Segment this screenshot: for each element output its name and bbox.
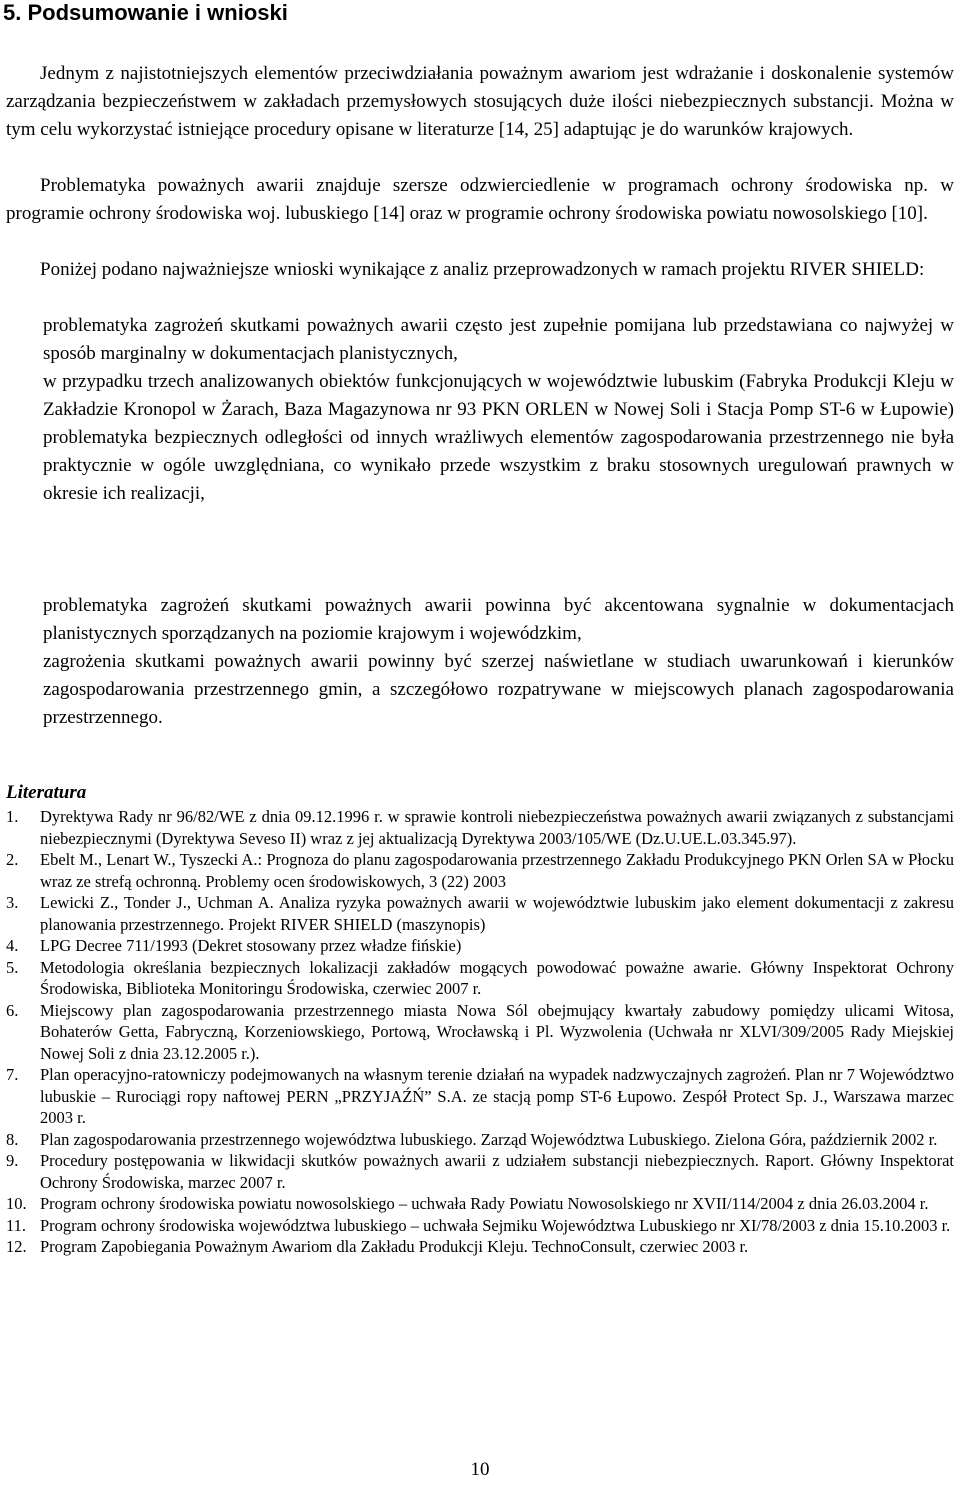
reference-text: Dyrektywa Rady nr 96/82/WE z dnia 09.12.1996 r. w sprawie kontroli niebezpieczeństwa poważnych awarii związanych z substancjami niebezpiecznymi (Dyrektywa Seveso II) wraz z jej aktualizacją Dyrektywa 2003/105/WE (Dz.U.UE.L.03.345.97). xyxy=(40,807,954,848)
reference-number: 8. xyxy=(6,1129,19,1149)
reference-number: 9. xyxy=(6,1151,19,1170)
reference-item xyxy=(6,1129,954,1151)
reference-text: LPG Decree 711/1993 (Dekret stosowany przez władze fińskie) xyxy=(40,936,462,955)
reference-number: 11. xyxy=(6,1215,27,1235)
reference-item xyxy=(6,1215,954,1237)
conclusion-item: zagrożenia skutkami poważnych awarii powinny być szerzej naświetlane w studiach uwarunkowań i kierunków zagospodarowania przestrzennego gmin, a szczegółowo rozpatrywane w miejscowych planach zagospodarowania przestrzennego. xyxy=(43,651,954,728)
section-title: 5. Podsumowanie i wnioski xyxy=(3,0,288,25)
reference-item xyxy=(6,1236,954,1258)
reference-number: 2. xyxy=(6,850,19,869)
reference-item xyxy=(6,1064,954,1129)
reference-text: Metodologia określania bezpiecznych lokalizacji zakładów mogących powodować poważne awarie. Główny Inspektorat Ochrony Środowiska, Biblioteka Monitoringu Środowiska, czerwiec 2007 r. xyxy=(40,957,954,998)
references-list xyxy=(6,806,954,1258)
reference-text: Lewicki Z., Tonder J., Uchman A. Analiza ryzyka poważnych awarii w województwie lubuskim jako element dokumentacji z zakresu planowania przestrzennego. Projekt RIVER SHIELD (maszynopis) xyxy=(40,893,954,934)
reference-number: 5. xyxy=(6,957,19,977)
reference-number: 3. xyxy=(6,893,19,912)
reference-text: Miejscowy plan zagospodarowania przestrzennego miasta Nowa Sól obejmujący kwartały zabudowy pomiędzy ulicami Witosa, Bohaterów Getta, Fabryczną, Korzeniowskiego, Portową, Wrocławską i Pl. Wyzwolenia (Uchwała nr XLVI/309/2005 Rady Miejskiej Nowej Soli z dnia 23.12.2005 r.). xyxy=(40,1000,954,1063)
reference-text: Ebelt M., Lenart W., Tyszecki A.: Prognoza do planu zagospodarowania przestrzennego Zakładu Produkcyjnego PKN Orlen SA w Płocku wraz ze strefą ochronną. Problemy ocen środowiskowych, 3 (22) 2003 xyxy=(40,850,954,891)
reference-text: Plan zagospodarowania przestrzennego województwa lubuskiego. Zarząd Województwa Lubuskiego. Zielona Góra, październik 2002 r. xyxy=(40,1129,938,1149)
reference-number: 4. xyxy=(6,936,19,955)
reference-number: 6. xyxy=(6,1000,19,1020)
literature-heading: Literatura xyxy=(6,782,87,803)
paragraph-2: Problematyka poważnych awarii znajduje szersze odzwierciedlenie w programach ochrony środowiska np. w programie ochrony środowiska woj. lubuskiego [14] oraz w programie ochrony środowiska powiatu nowosolskiego [10]. xyxy=(6,175,954,224)
reference-item xyxy=(6,892,954,935)
reference-text: Program ochrony środowiska województwa lubuskiego – uchwała Sejmiku Województwa Lubuskiego nr XI/78/2003 z dnia 15.10.2003 r. xyxy=(40,1215,951,1235)
reference-item xyxy=(6,849,954,892)
reference-number: 12. xyxy=(6,1237,27,1256)
reference-text: Program ochrony środowiska powiatu nowosolskiego – uchwała Rady Powiatu Nowosolskiego nr XVII/114/2004 z dnia 26.03.2004 r. xyxy=(40,1194,929,1213)
reference-number: 7. xyxy=(6,1065,19,1084)
reference-item xyxy=(6,1000,954,1065)
paragraph-3: Poniżej podano najważniejsze wnioski wynikające z analiz przeprowadzonych w ramach projektu RIVER SHIELD: xyxy=(40,259,925,280)
reference-text: Program Zapobiegania Poważnym Awariom dla Zakładu Produkcji Kleju. TechnoConsult, czerwiec 2003 r. xyxy=(40,1237,749,1256)
reference-item xyxy=(6,957,954,1000)
paragraph-1: Jednym z najistotniejszych elementów przeciwdziałania poważnym awariom jest wdrażanie i doskonalenie systemów zarządzania bezpieczeństwem w zakładach przemysłowych stosujących duże ilości niebezpiecznych substancji. Można w tym celu wykorzystać istniejące procedury opisane w literaturze [14, 25] adaptując je do warunków krajowych. xyxy=(6,63,954,140)
conclusion-item: problematyka zagrożeń skutkami poważnych awarii powinna być akcentowana sygnalnie w dokumentacjach planistycznych sporządzanych na poziomie krajowym i wojewódzkim, xyxy=(43,595,954,644)
reference-number: 10. xyxy=(6,1194,27,1213)
conclusions-list xyxy=(43,312,954,732)
reference-item xyxy=(6,1193,954,1215)
page-number: 10 xyxy=(470,1459,490,1480)
reference-text: Procedury postępowania w likwidacji skutków poważnych awarii z udziałem substancji niebezpiecznych. Raport. Główny Inspektorat Ochrony Środowiska, marzec 2007 r. xyxy=(40,1151,954,1192)
reference-item xyxy=(6,1150,954,1193)
reference-number: 1. xyxy=(6,807,19,826)
reference-item xyxy=(6,935,954,957)
conclusion-item: w przypadku trzech analizowanych obiektów funkcjonujących w województwie lubuskim (Fabryka Produkcji Kleju w Zakładzie Kronopol w Żarach, Baza Magazynowa nr 93 PKN ORLEN w Nowej Soli i Stacja Pomp ST-6 w Łupowie) problematyka bezpiecznych odległości od innych wrażliwych elementów zagospodarowania przestrzennego nie była praktycznie w ogóle uwzględniana, co wynikało przede wszystkim z braku stosownych uregulowań prawnych w okresie ich realizacji, xyxy=(43,371,954,504)
conclusion-item: problematyka zagrożeń skutkami poważnych awarii często jest zupełnie pomijana lub przedstawiana co najwyżej w sposób marginalny w dokumentacjach planistycznych, xyxy=(43,315,954,364)
reference-text: Plan operacyjno-ratowniczy podejmowanych na własnym terenie działań na wypadek nadzwyczajnych zagrożeń. Plan nr 7 Województwo lubuskie – Rurociągi ropy naftowej PERN „PRZYJAŹŃ” S.A. ze stacją pomp ST-6 Łupowo. Zespół Protect Sp. J., Warszawa marzec 2003 r. xyxy=(40,1065,954,1127)
reference-item xyxy=(6,806,954,849)
